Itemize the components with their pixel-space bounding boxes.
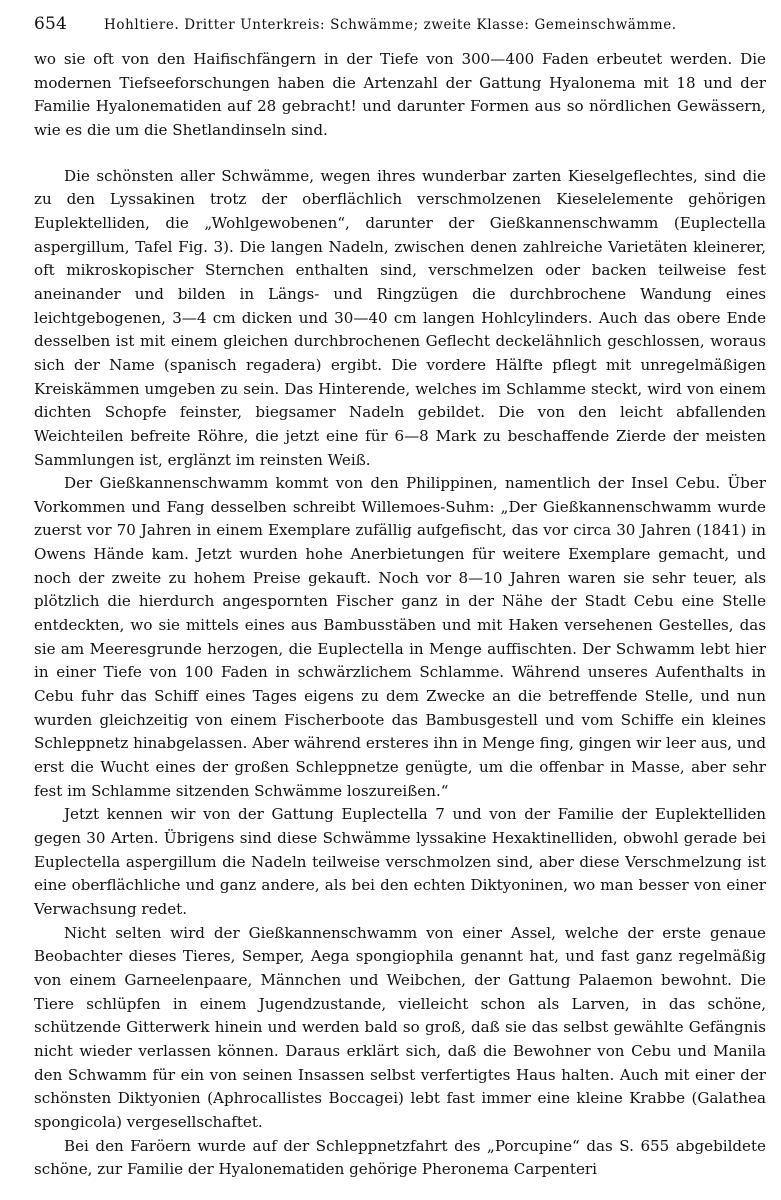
body-text bbox=[34, 48, 766, 1182]
paragraph-euplectelliden: Die schönsten aller Schwämme, wegen ihres wunderbar zarten Kieselgeflechtes, sind die zu den Lyssakinen trotz der oberflächlich verschmolzenen Kieselelemente gehörigen Euplektelliden, die „Wohlgewobenen“, darunter der Gießkannenschwamm (Euplectella aspergillum, Tafel Fig. 3). Die langen Nadeln, zwischen denen zahlreiche Varietäten kleinerer, oft mikroskopischer Sternchen enthalten sind, verschmelzen oder backen teilweise fest aneinander und bilden in Längs- und Ringzügen die durchbrochene Wandung eines leichtgebogenen, 3—4 cm dicken und 30—40 cm langen Hohlcylinders. Auch das obere Ende desselben ist mit einem gleichen durchbrochenen Geflecht deckelähnlich geschlossen, woraus sich der Name (spanisch regadera) ergibt. Die vordere Hälfte pflegt mit unregelmäßigen Kreiskämmen umgeben zu sein. Das Hinterende, welches im Schlamme steckt, wird von einem dichten Schopfe feinster, biegsamer Nadeln gebildet. Die von den leicht abfallenden Weichteilen befreite Röhre, die jetzt eine für 6—8 Mark zu beschaffende Zierde der meisten Sammlungen ist, erglänzt im reinsten Weiß. bbox=[34, 166, 766, 469]
paragraph-arten: Jetzt kennen wir von der Gattung Euplectella 7 und von der Familie der Euplektelliden gegen 30 Arten. Übrigens sind diese Schwämme lyssakine Hexaktinelliden, obwohl gerade bei Euplectella aspergillum die Nadeln teilweise verschmolzen sind, aber diese Verschmelzung ist eine oberflächliche und ganz andere, als bei den echten Diktyoninen, wo man besser von einer Verwachsung redet. bbox=[34, 805, 766, 918]
paragraph-continuation: wo sie oft von den Haifischfängern in der Tiefe von 300—400 Faden erbeutet werden. Die modernen Tiefseeforschungen haben die Artenzahl der Gattung Hyalonema mit 18 und der Familie Hyalonematiden auf 28 gebracht! und darunter Formen aus so nördlichen Gewässern, wie es die um die Shetlandinseln sind. bbox=[34, 50, 766, 139]
page-header bbox=[34, 14, 766, 48]
paragraph-philippinen: Der Gießkannenschwamm kommt von den Philippinen, namentlich der Insel Cebu. Über Vorkommen und Fang desselben schreibt Willemoes-Suhm: „Der Gießkannenschwamm wurde zuerst vor 70 Jahren in einem Exemplare zufällig aufgefischt, das vor circa 30 Jahren (1841) in Owens Hände kam. Jetzt wurden hohe Anerbietungen für weitere Exemplare gemacht, und noch der zweite zu hohem Preise gekauft. Noch vor 8—10 Jahren waren sie sehr teuer, als plötzlich die hierdurch angespornten Fischer ganz in der Nähe der Stadt Cebu eine Stelle entdeckten, wo sie mittels eines aus Bambusstäben und mit Haken versehenen Gestelles, das sie am Meeresgrunde herzogen, die Euplectella in Menge auffischten. Der Schwamm lebt hier in einer Tiefe von 100 Faden in schwärzlichem Schlamme. Während unseres Aufenthalts in Cebu fuhr das Schiff eines Tages eigens zu dem Zwecke an die betreffende Stelle, und nun wurden gleichzeitig von einem Fischerboote das Bambusgestell und vom Schiffe ein kleines Schleppnetz hinabgelassen. Aber während ersteres ihn in Menge fing, gingen wir leer aus, und erst die Wucht eines der großen Schleppnetze genügte, um die offenbar in Masse, aber sehr fest im Schlamme sitzenden Schwämme loszureißen.“ bbox=[34, 474, 766, 800]
book-page bbox=[34, 14, 766, 1182]
paragraph-bewohner: Nicht selten wird der Gießkannenschwamm von einer Assel, welche der erste genaue Beobachter dieses Tieres, Semper, Aega spongiophila genannt hat, und fast ganz regelmäßig von einem Garneelenpaare, Männchen und Weibchen, der Gattung Palaemon bewohnt. Die Tiere schlüpfen in einem Jugendzustande, vielleicht schon als Larven, in das schöne, schützende Gitterwerk hinein und werden bald so groß, daß sie das selbst gewählte Gefängnis nicht wieder verlassen können. Daraus erklärt sich, daß die Bewohner von Cebu und Manila den Schwamm für ein von seinen Insassen selbst verfertigtes Haus halten. Auch mit einer der schönsten Diktyonien (Aphrocallistes Boccagei) lebt fast immer eine kleine Krabbe (Galathea spongicola) vergesellschaftet. bbox=[34, 923, 766, 1131]
running-head: Hohltiere. Dritter Unterkreis: Schwämme; zweite Klasse: Gemeinschwämme. bbox=[104, 17, 677, 33]
paragraph-faroeer: Bei den Faröern wurde auf der Schleppnetzfahrt des „Porcupine“ das S. 655 abgebildete schöne, zur Familie der Hyalonematiden gehörige Pheronema Carpenteri bbox=[34, 1136, 766, 1179]
page-number: 654 bbox=[34, 14, 68, 34]
